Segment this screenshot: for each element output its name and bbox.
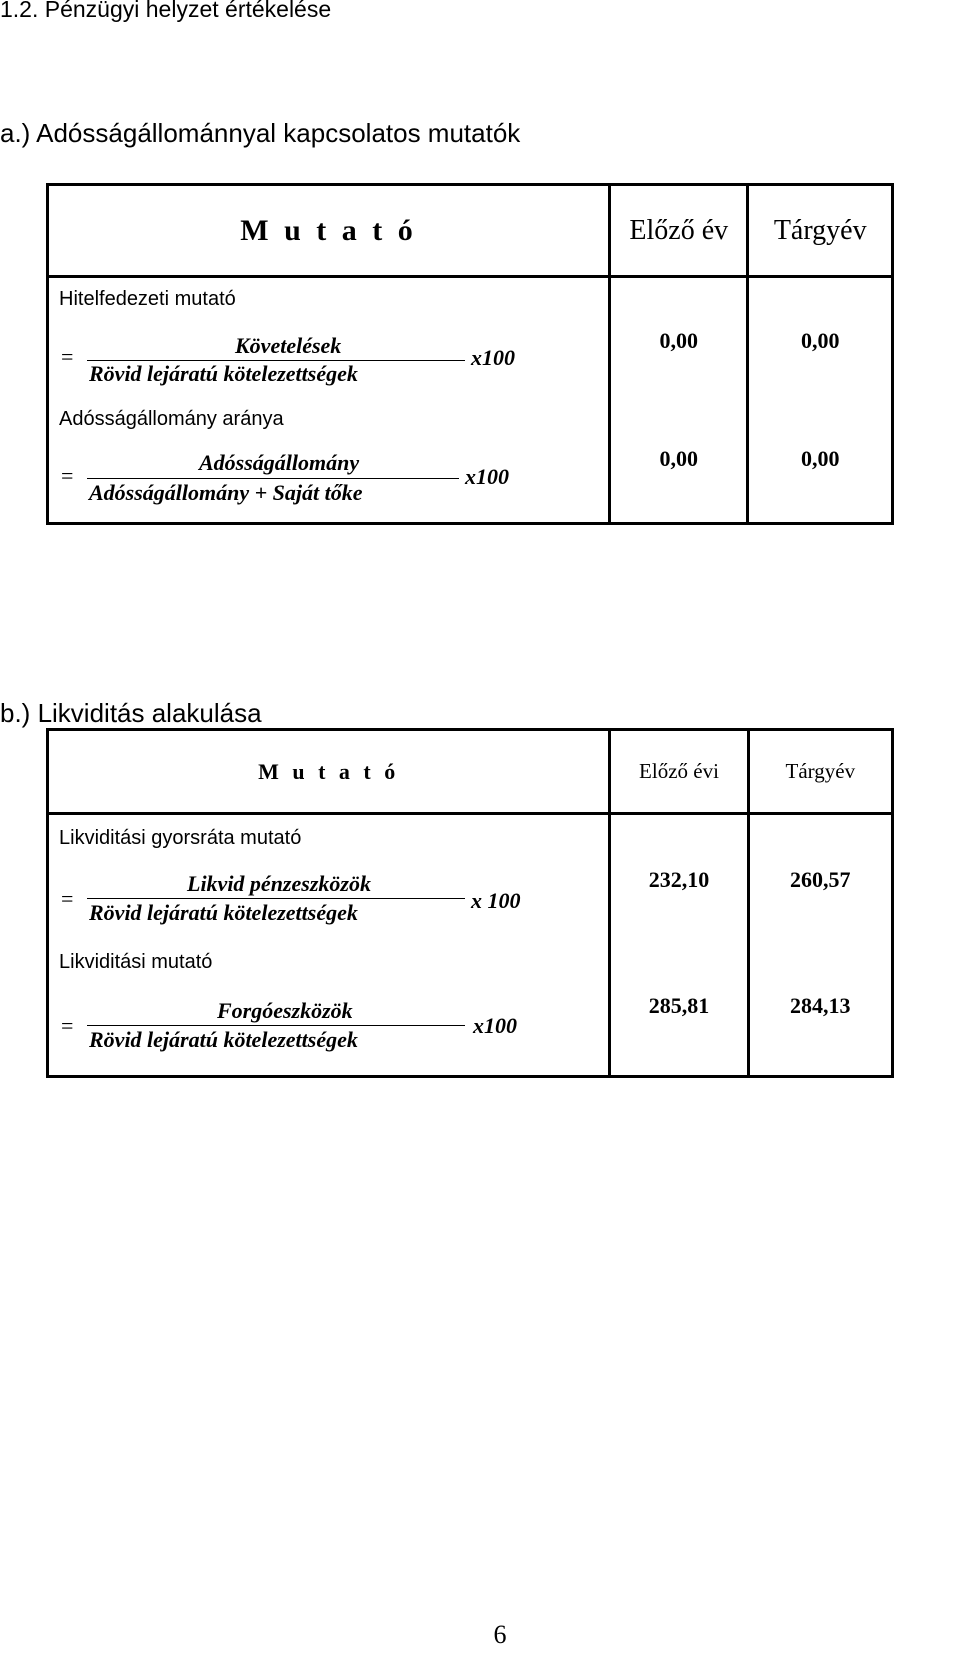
header-current-year: Tárgyév bbox=[773, 214, 867, 246]
part-a-title: a.) Adósságállománnyal kapcsolatos mutatók bbox=[0, 118, 521, 148]
table-row bbox=[48, 277, 893, 399]
page-number: 6 bbox=[493, 1620, 507, 1649]
metric-name: Hitelfedezeti mutató bbox=[59, 288, 236, 310]
curr-value: 0,00 bbox=[800, 328, 840, 353]
fraction-line bbox=[87, 898, 465, 899]
multiplier: x 100 bbox=[471, 888, 521, 913]
fraction-line bbox=[87, 478, 459, 479]
header-current-year: Tárgyév bbox=[785, 759, 856, 783]
part-b-title: b.) Likviditás alakulása bbox=[0, 698, 262, 728]
prev-value: 0,00 bbox=[659, 446, 699, 471]
header-mutato: M u t a t ó bbox=[258, 758, 400, 784]
header-mutato: M u t a t ó bbox=[240, 213, 417, 247]
numerator: Forgóeszközök bbox=[217, 998, 353, 1023]
prev-value: 0,00 bbox=[659, 328, 699, 353]
table-header-row bbox=[48, 185, 893, 277]
equals-sign: = bbox=[61, 886, 74, 911]
denominator: Adósságállomány + Saját tőke bbox=[89, 480, 363, 505]
denominator: Rövid lejáratú kötelezettségek bbox=[89, 1027, 358, 1052]
multiplier: x100 bbox=[465, 464, 509, 489]
equals-sign: = bbox=[61, 344, 74, 369]
curr-value: 0,00 bbox=[800, 446, 840, 471]
header-prev-year: Előző év bbox=[629, 214, 729, 246]
equals-sign: = bbox=[61, 463, 74, 488]
section-title: 1.2. Pénzügyi helyzet értékelése bbox=[0, 0, 332, 22]
metric-name: Likviditási mutató bbox=[59, 951, 213, 973]
curr-value: 284,13 bbox=[790, 993, 851, 1018]
prev-value: 285,81 bbox=[648, 993, 710, 1018]
curr-value: 260,57 bbox=[790, 867, 851, 892]
liquidity-table bbox=[46, 728, 894, 1078]
denominator: Rövid lejáratú kötelezettségek bbox=[89, 361, 358, 386]
fraction-line bbox=[87, 1025, 465, 1026]
metric-name: Adósságállomány aránya bbox=[59, 408, 284, 430]
table-row bbox=[48, 947, 893, 1077]
table-header-row bbox=[48, 730, 893, 814]
table-row bbox=[48, 398, 893, 524]
metric-name: Likviditási gyorsráta mutató bbox=[59, 827, 302, 849]
table-row bbox=[48, 814, 893, 948]
numerator: Adósságállomány bbox=[199, 450, 360, 475]
numerator: Likvid pénzeszközök bbox=[187, 871, 371, 896]
debt-indicators-table bbox=[46, 183, 894, 525]
multiplier: x100 bbox=[471, 345, 515, 370]
equals-sign: = bbox=[61, 1013, 74, 1038]
numerator: Követelések bbox=[235, 333, 342, 358]
prev-value: 232,10 bbox=[648, 867, 710, 892]
denominator: Rövid lejáratú kötelezettségek bbox=[89, 900, 358, 925]
multiplier: x100 bbox=[473, 1013, 517, 1038]
header-prev-year: Előző évi bbox=[639, 759, 719, 783]
